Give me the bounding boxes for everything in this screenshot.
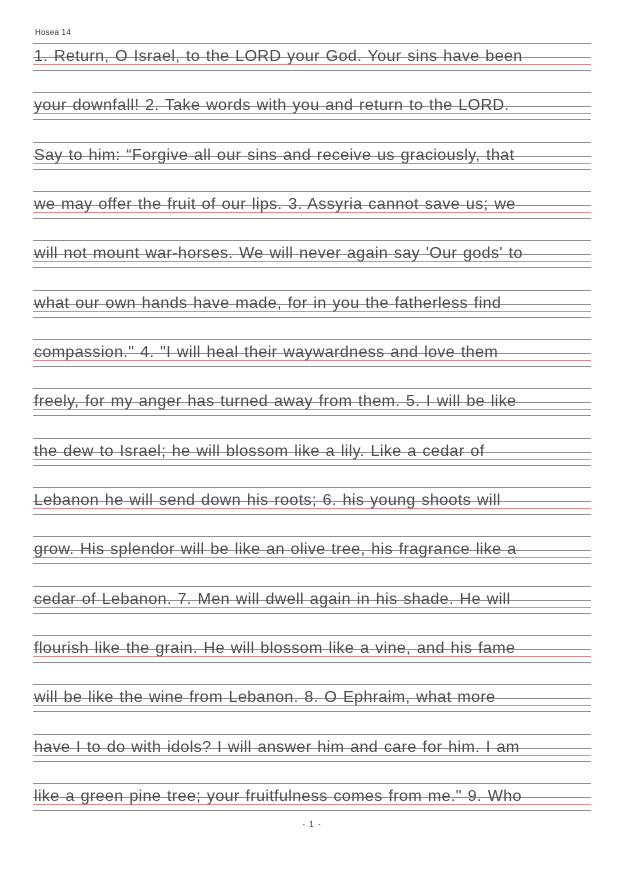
writing-row	[33, 290, 591, 339]
verse-line-text: will not mount war-horses. We will never again say 'Our gods' to	[34, 245, 523, 263]
guide-line-ascender	[33, 635, 591, 636]
guide-line-descender	[33, 169, 591, 170]
verse-line-text: flourish like the grain. He will blossom like a vine, and his fame	[34, 639, 516, 657]
writing-row	[33, 240, 591, 289]
guide-line-ascender	[33, 684, 591, 685]
guide-line-ascender	[33, 783, 591, 784]
guide-line-ascender	[33, 586, 591, 587]
page-number: - 1 -	[302, 820, 322, 829]
writing-row	[33, 339, 591, 388]
writing-row	[33, 684, 591, 733]
writing-row	[33, 92, 591, 141]
guide-line-descender	[33, 711, 591, 712]
verse-line-text: Say to him: “Forgive all our sins and receive us graciously, that	[34, 146, 515, 164]
verse-line-text: 1. Return, O Israel, to the LORD your God. Your sins have been	[34, 48, 523, 65]
guide-line-ascender	[33, 240, 591, 241]
writing-row	[33, 438, 591, 487]
guide-line-descender	[33, 810, 591, 811]
guide-line-ascender	[33, 388, 591, 389]
guide-line-descender	[33, 415, 591, 416]
guide-line-descender	[33, 563, 591, 564]
writing-row	[33, 487, 591, 536]
writing-row	[33, 388, 591, 437]
guide-line-descender	[33, 761, 591, 762]
guide-line-ascender	[33, 536, 591, 537]
guide-line-descender	[33, 267, 591, 268]
guide-line-ascender	[33, 487, 591, 488]
verse-line-text: what our own hands have made, for in you the fatherless find	[34, 294, 502, 312]
writing-row	[33, 142, 591, 191]
guide-line-ascender	[33, 734, 591, 735]
page-header-label: Hosea 14	[35, 28, 71, 37]
verse-line-text: freely, for my anger has turned away from them. 5. I will be like	[34, 393, 517, 411]
guide-line-descender	[33, 366, 591, 367]
guide-line-descender	[33, 70, 591, 71]
guide-line-ascender	[33, 290, 591, 291]
guide-line-descender	[33, 119, 591, 120]
verse-line-text: cedar of Lebanon. 7. Men will dwell again in his shade. He will	[34, 590, 511, 608]
guide-line-descender	[33, 613, 591, 614]
writing-row	[33, 586, 591, 635]
guide-line-ascender	[33, 191, 591, 192]
verse-line-text: your downfall! 2. Take words with you and return to the LORD.	[34, 97, 510, 115]
writing-row	[33, 635, 591, 684]
guide-line-ascender	[33, 438, 591, 439]
writing-row	[33, 43, 591, 92]
guide-line-descender	[33, 317, 591, 318]
verse-line-text: compassion." 4. "I will heal their waywardness and love them	[34, 343, 499, 361]
guide-line-ascender	[33, 142, 591, 143]
verse-line-text: Lebanon he will send down his roots; 6. his young shoots will	[34, 491, 501, 509]
writing-rows	[33, 43, 591, 832]
guide-line-ascender	[33, 339, 591, 340]
guide-line-ascender	[33, 92, 591, 93]
writing-row	[33, 536, 591, 585]
guide-line-descender	[33, 465, 591, 466]
guide-line-descender	[33, 514, 591, 515]
guide-line-descender	[33, 662, 591, 663]
verse-line-text: the dew to Israel; he will blossom like a lily. Like a cedar of	[34, 442, 485, 460]
verse-line-text: will be like the wine from Lebanon. 8. O Ephraim, what more	[34, 689, 496, 707]
verse-line-text: like a green pine tree; your fruitfulness comes from me." 9. Who	[34, 787, 522, 805]
verse-line-text: grow. His splendor will be like an olive tree, his fragrance like a	[34, 541, 517, 559]
verse-line-text: we may offer the fruit of our lips. 3. Assyria cannot save us; we	[34, 195, 516, 213]
guide-line-descender	[33, 218, 591, 219]
writing-row	[33, 734, 591, 783]
guide-line-ascender	[33, 43, 591, 44]
writing-row	[33, 191, 591, 240]
verse-line-text: have I to do with idols? I will answer him and care for him. I am	[34, 738, 520, 756]
